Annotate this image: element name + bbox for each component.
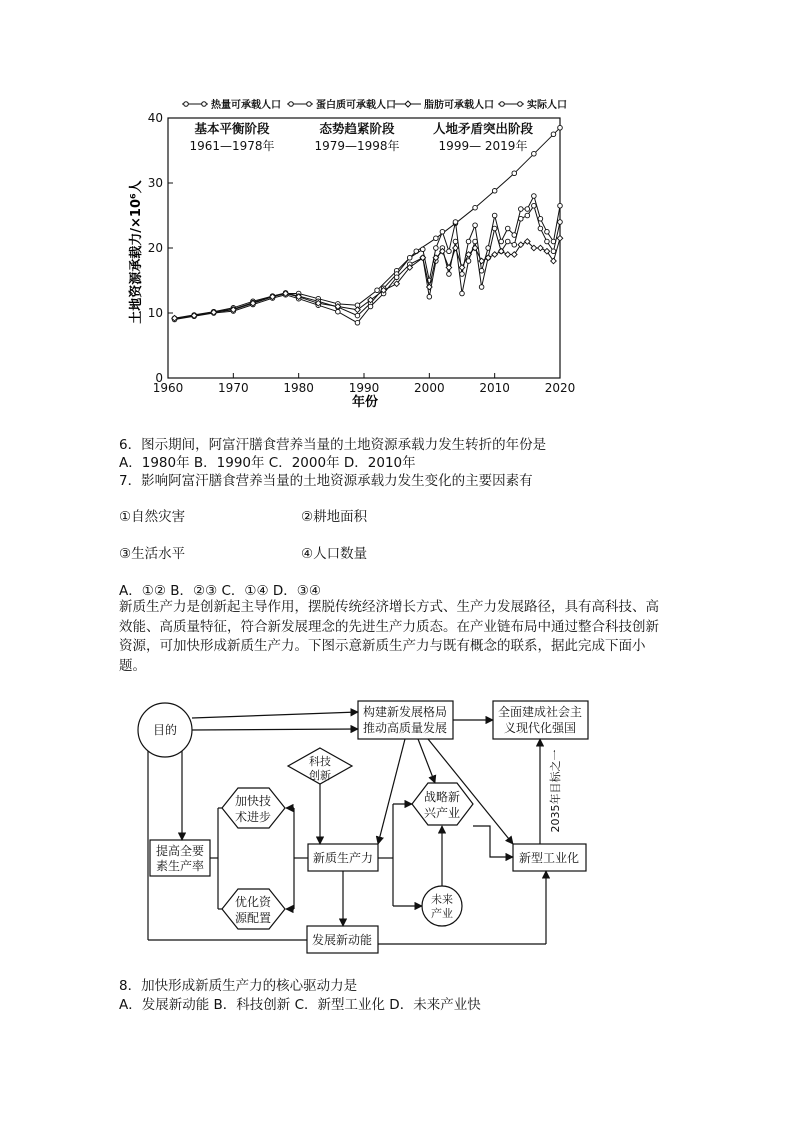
data-point — [492, 189, 497, 194]
speed-label-1: 加快技 — [234, 794, 272, 808]
question-7-item-4: ④人口数量 — [301, 546, 368, 562]
build-label-2: 推动高质量发展 — [362, 721, 448, 735]
data-point — [518, 242, 524, 248]
data-point — [460, 291, 465, 296]
x-axis-label: 年份 — [351, 395, 379, 410]
data-point — [538, 245, 544, 251]
tech-label-1: 科技 — [309, 755, 331, 768]
stage-name: 态势趋紧阶段 — [319, 121, 395, 136]
optimize-label-2: 源配置 — [234, 911, 272, 925]
x-tick-label: 2010 — [479, 381, 510, 395]
goal-label-1: 目的 — [152, 723, 178, 737]
series-line — [175, 196, 561, 319]
data-point — [355, 320, 360, 325]
strategic-label-1: 战略新 — [423, 790, 461, 804]
data-point — [453, 239, 458, 244]
data-point — [473, 205, 478, 210]
data-point — [558, 220, 563, 225]
y-tick-label: 40 — [147, 111, 163, 125]
series-line — [175, 128, 561, 318]
data-point — [538, 216, 543, 221]
data-point — [512, 171, 517, 176]
question-7-item-2: ②耕地面积 — [301, 509, 368, 525]
passage: 新质生产力是创新起主导作用，摆脱传统经济增长方式、生产力发展路径，具有高科技、高效能、高质量特征，符合新发展理念的先进生产力质态。在产业链布局中通过整合科技创新资源，可加快形成新质生产力。下图示意新质生产力与既有概念的联系，据此完成下面小题。 — [119, 599, 659, 674]
question-6-options: A．1980年 B．1990年 C．2000年 D．2010年 — [119, 455, 416, 471]
question-7-stem: 7．影响阿富汗膳食营养当量的土地资源承载力发生变化的主要因素有 — [119, 473, 533, 489]
data-point — [479, 285, 484, 290]
data-point — [538, 226, 543, 231]
legend-label: 蛋白质可承载人口 — [316, 100, 396, 111]
question-8-stem: 8．加快形成新质生产力的核心驱动力是 — [119, 978, 358, 994]
legend-marker — [202, 102, 207, 107]
data-point — [368, 304, 373, 309]
legend-label: 热量可承载人口 — [211, 100, 281, 111]
legend-marker — [289, 102, 294, 107]
data-point — [473, 239, 478, 244]
data-point — [551, 249, 556, 254]
legend-label: 实际人口 — [527, 100, 567, 111]
y-tick-label: 0 — [155, 371, 163, 385]
data-point — [551, 258, 557, 264]
data-point — [558, 203, 563, 208]
y-tick-label: 30 — [147, 176, 163, 190]
future-node — [422, 886, 462, 926]
data-point — [336, 309, 341, 314]
data-point — [375, 288, 380, 293]
data-point — [544, 248, 550, 254]
data-point — [466, 239, 471, 244]
data-point — [460, 272, 465, 277]
legend-label: 脂肪可承载人口 — [424, 100, 494, 111]
future-label-2: 产业 — [431, 907, 453, 920]
data-point — [519, 216, 524, 221]
stage-years: 1999— 2019年 — [438, 139, 528, 153]
strategic-label-2: 兴产业 — [423, 806, 461, 820]
data-point — [434, 236, 439, 241]
factor-label-1: 提高全要 — [155, 844, 205, 858]
x-tick-label: 1960 — [152, 381, 184, 395]
data-point — [394, 275, 399, 280]
optimize-label-1: 优化资 — [234, 895, 272, 909]
data-point — [505, 239, 510, 244]
stage-name: 基本平衡阶段 — [194, 121, 270, 136]
data-point — [505, 252, 511, 258]
x-tick-label: 2000 — [414, 381, 445, 395]
data-point — [427, 294, 432, 299]
data-point — [421, 247, 426, 252]
industrialization-label: 新型工业化 — [518, 851, 580, 865]
speed-label-2: 术进步 — [234, 810, 272, 824]
x-tick-label: 1970 — [218, 381, 249, 395]
data-point — [525, 207, 530, 212]
data-point — [532, 203, 537, 208]
data-point — [355, 313, 360, 318]
data-point — [557, 235, 563, 241]
factor-label-2: 素生产率 — [155, 859, 205, 873]
data-point — [492, 213, 497, 218]
x-tick-label: 2020 — [544, 381, 576, 395]
data-point — [498, 248, 504, 254]
data-point — [511, 252, 517, 258]
data-point — [447, 249, 452, 254]
data-point — [440, 229, 445, 234]
tech-label-2: 创新 — [309, 769, 331, 782]
data-point — [551, 132, 556, 137]
data-point — [532, 194, 537, 199]
new-quality-label: 新质生产力 — [312, 851, 374, 865]
stage-years: 1979—1998年 — [314, 139, 400, 153]
data-point — [519, 207, 524, 212]
data-point — [525, 213, 530, 218]
legend-marker — [405, 101, 411, 107]
data-point — [545, 239, 550, 244]
data-point — [434, 246, 439, 251]
modern-label-1: 全面建成社会主 — [497, 705, 583, 719]
data-point — [492, 226, 497, 231]
target-2035-label: 2035年目标之一 — [549, 749, 562, 833]
legend-marker — [500, 102, 505, 107]
legend-marker — [518, 102, 523, 107]
build-label-1: 构建新发展格局 — [362, 705, 448, 719]
y-axis-label: 土地资源承载力/×10⁶人 — [129, 180, 144, 324]
momentum-label: 发展新动能 — [311, 933, 373, 947]
data-point — [499, 239, 504, 244]
data-point — [505, 226, 510, 231]
y-tick-label: 20 — [147, 241, 163, 255]
x-tick-label: 1980 — [283, 381, 314, 395]
future-label-1: 未来 — [431, 893, 453, 906]
stage-years: 1961—1978年 — [189, 139, 275, 153]
data-point — [447, 272, 452, 277]
data-point — [492, 252, 498, 258]
modern-label-2: 义现代化强国 — [503, 721, 577, 735]
y-tick-label: 10 — [147, 306, 163, 320]
legend-marker — [184, 102, 189, 107]
question-8-options: A．发展新动能 B．科技创新 C．新型工业化 D．未来产业快 — [119, 997, 481, 1013]
data-point — [558, 125, 563, 130]
question-7-item-3: ③生活水平 — [119, 546, 186, 562]
question-7-options: A．①② B．②③ C．①④ D．③④ — [119, 583, 322, 599]
data-point — [532, 151, 537, 156]
data-point — [407, 255, 412, 260]
new-quality-diagram — [0, 690, 794, 960]
land-capacity-chart — [0, 0, 794, 420]
data-point — [473, 223, 478, 228]
question-6-stem: 6．图示期间，阿富汗膳食营养当量的土地资源承载力发生转折的年份是 — [119, 437, 547, 453]
data-point — [453, 220, 458, 225]
data-point — [545, 229, 550, 234]
legend-marker — [307, 102, 312, 107]
data-point — [512, 242, 517, 247]
stage-name: 人地矛盾突出阶段 — [432, 121, 534, 136]
data-point — [466, 259, 471, 264]
x-tick-label: 1990 — [348, 381, 380, 395]
question-7-item-1: ①自然灾害 — [119, 509, 186, 525]
